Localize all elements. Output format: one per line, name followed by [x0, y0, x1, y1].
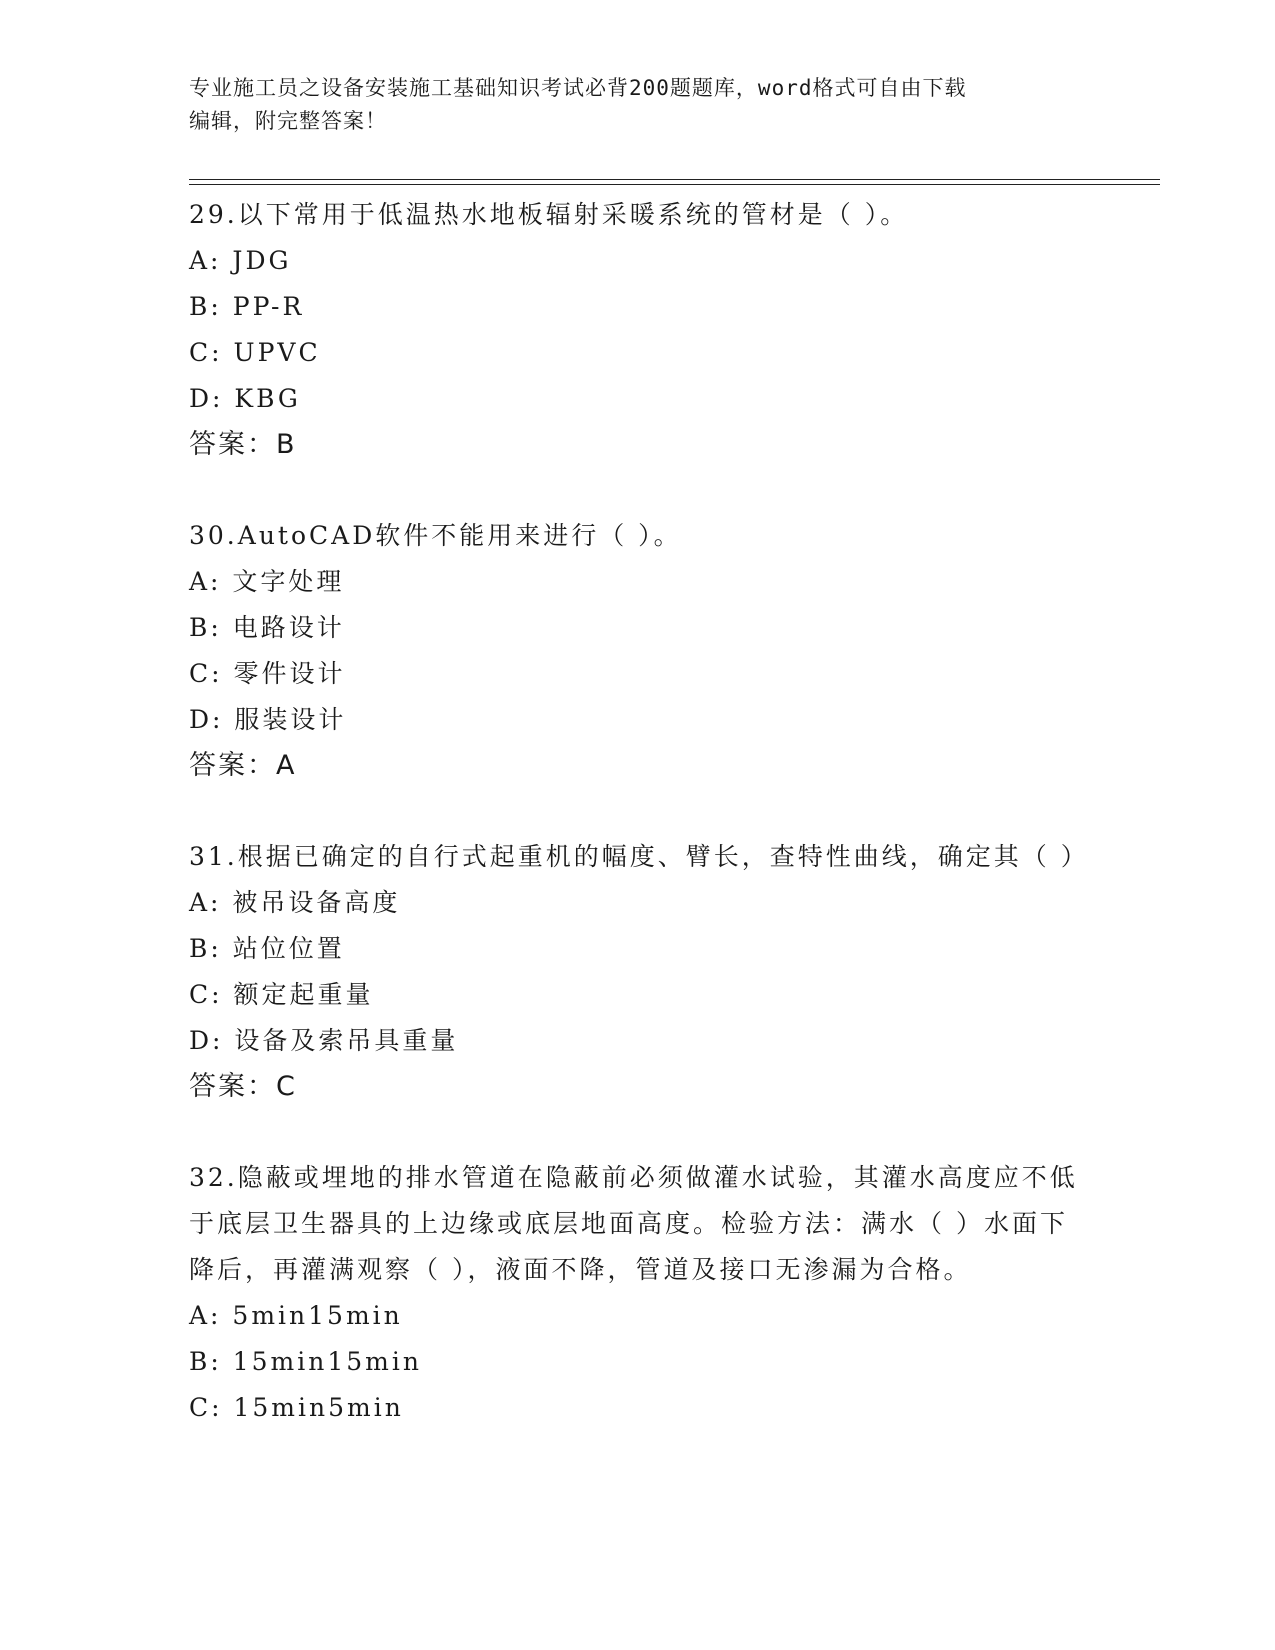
- question-30: [189, 513, 1089, 789]
- header-title-line2: 编辑，附完整答案！: [189, 109, 387, 133]
- spacer: [189, 1110, 1089, 1155]
- spacer: [189, 468, 1089, 513]
- answer-line: 答案：A: [189, 750, 297, 781]
- option-b: B: 站位位置: [189, 934, 345, 963]
- question-list: [189, 192, 1089, 1431]
- header-divider-bottom: [189, 184, 1160, 185]
- spacer: [189, 789, 1089, 834]
- question-stem: 31.根据已确定的自行式起重机的幅度、臂长，查特性曲线，确定其（ ）: [189, 842, 1089, 871]
- option-a: A: 被吊设备高度: [189, 888, 401, 917]
- option-a: A: 文字处理: [189, 567, 345, 596]
- option-d: D: 服装设计: [189, 705, 347, 734]
- question-stem: 32.隐蔽或埋地的排水管道在隐蔽前必须做灌水试验，其灌水高度应不低于底层卫生器具的上边缘或底层地面高度。检验方法：满水（ ）水面下降后，再灌满观察（ ），液面不降，管道及接口无渗漏为合格。: [189, 1163, 1078, 1284]
- option-d: D: 设备及索吊具重量: [189, 1026, 459, 1055]
- answer-line: 答案：C: [189, 1071, 297, 1102]
- option-b: B: PP-R: [189, 292, 305, 321]
- answer-line: 答案：B: [189, 429, 297, 460]
- option-c: C: UPVC: [189, 338, 321, 367]
- question-32: [189, 1155, 1089, 1431]
- question-31: [189, 834, 1089, 1110]
- option-a: A: 5min15min: [189, 1301, 403, 1330]
- question-29: [189, 192, 1089, 468]
- option-c: C: 15min5min: [189, 1393, 404, 1422]
- option-b: B: 电路设计: [189, 613, 345, 642]
- header-divider-top: [189, 179, 1160, 180]
- question-stem: 29.以下常用于低温热水地板辐射采暖系统的管材是（ ）。: [189, 200, 909, 229]
- option-a: A: JDG: [189, 246, 292, 275]
- header-title-line1: 专业施工员之设备安装施工基础知识考试必背200题题库，word格式可自由下载: [189, 76, 967, 100]
- question-stem: 30.AutoCAD软件不能用来进行（ ）。: [189, 521, 682, 550]
- option-c: C: 额定起重量: [189, 980, 374, 1009]
- option-d: D: KBG: [189, 384, 301, 413]
- document-header: [189, 72, 1089, 138]
- option-b: B: 15min15min: [189, 1347, 422, 1376]
- option-c: C: 零件设计: [189, 659, 346, 688]
